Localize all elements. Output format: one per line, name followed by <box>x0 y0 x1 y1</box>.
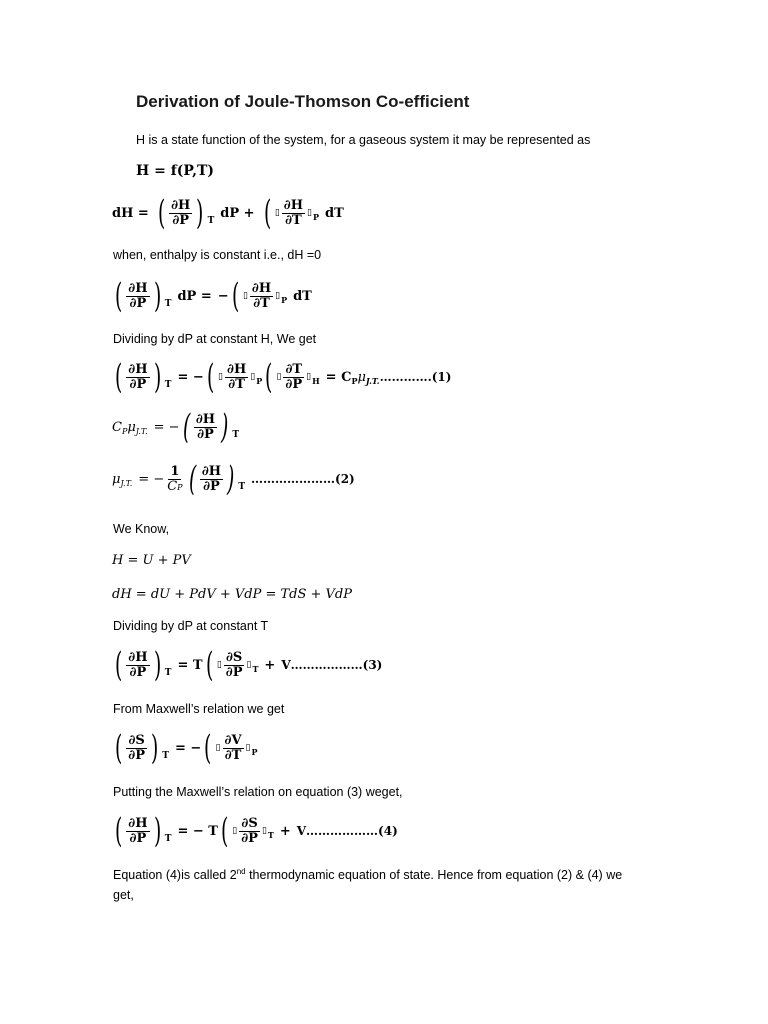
equation-cp-mu: C P μ J.T. = − ( $\frac{\partial H}{\partial P}$ ) T <box>112 407 240 447</box>
equation-h-function: H = f(P,T) <box>136 163 214 179</box>
equation-4-note-post: thermodynamic equation of state. Hence from equation (2) & (4) we <box>245 868 623 883</box>
equation-1: ( $\frac{\partial H}{\partial P}$ ) T = − ( ▯ $\frac{\partial H}{\partial T}$ ▯ P ( ▯ $\frac{\partial T}{\partial P}$ ▯ H = C P μ J.T. ………….(1) <box>114 357 452 397</box>
putting-maxwell-text: Putting the Maxwell’s relation on equation (3) weget, <box>113 785 403 799</box>
equation-dh-total: dH = ( $\frac{\partial H}{\partial P}$ ) T dP + ( ▯ $\frac{\partial H}{\partial T}$ ▯ P dT <box>112 193 344 233</box>
equation-4-number: V………………(4) <box>296 824 398 838</box>
constant-enthalpy-text: when, enthalpy is constant i.e., dH =0 <box>113 248 322 262</box>
dividing-constant-h-text: Dividing by dP at constant H, We get <box>113 332 317 346</box>
maxwell-relation-text: From Maxwell’s relation we get <box>113 702 285 716</box>
equation-4: ( $\frac{\partial H}{\partial P}$ ) T = − T ( ▯ $\frac{\partial S}{\partial P}$ ▯ T + V………………(4) <box>114 811 398 851</box>
equation-2: μ J.T. = − $\frac{1}{CP}$ ( $\frac{\partial H}{\partial P}$ ) T …………………(2) <box>112 459 355 499</box>
equation-2-number: …………………(2) <box>251 472 355 486</box>
intro-text: H is a state function of the system, for a gaseous system it may be represented as <box>136 133 591 147</box>
dividing-constant-t-text: Dividing by dP at constant T <box>113 619 269 633</box>
page-title: Derivation of Joule-Thomson Co-efficient <box>136 92 470 111</box>
equation-1-number: ………….(1) <box>379 370 452 384</box>
equation-4-note <box>113 867 622 882</box>
equation-4-note-sup: nd <box>236 867 246 876</box>
equation-4-note-pre: Equation (4)is called 2 <box>113 868 237 883</box>
equation-3: ( $\frac{\partial H}{\partial P}$ ) T = T ( ▯ $\frac{\partial S}{\partial P}$ ▯ T + V………………(3) <box>114 645 383 685</box>
equation-enthalpy-definition: H = U + PV <box>112 553 191 568</box>
get-text: get, <box>113 888 134 902</box>
equation-dh-expansion: dH = dU + PdV + VdP = TdS + VdP <box>112 587 352 602</box>
equation-constant-enthalpy: ( $\frac{\partial H}{\partial P}$ ) T dP = − ( ▯ $\frac{\partial H}{\partial T}$ ▯ P dT <box>114 276 312 316</box>
equation-maxwell: ( $\frac{\partial S}{\partial P}$ ) T = − ( ▯ $\frac{\partial V}{\partial T}$ ▯ P <box>114 728 258 768</box>
equation-3-number: V………………(3) <box>281 658 383 672</box>
we-know-text: We Know, <box>113 522 170 536</box>
